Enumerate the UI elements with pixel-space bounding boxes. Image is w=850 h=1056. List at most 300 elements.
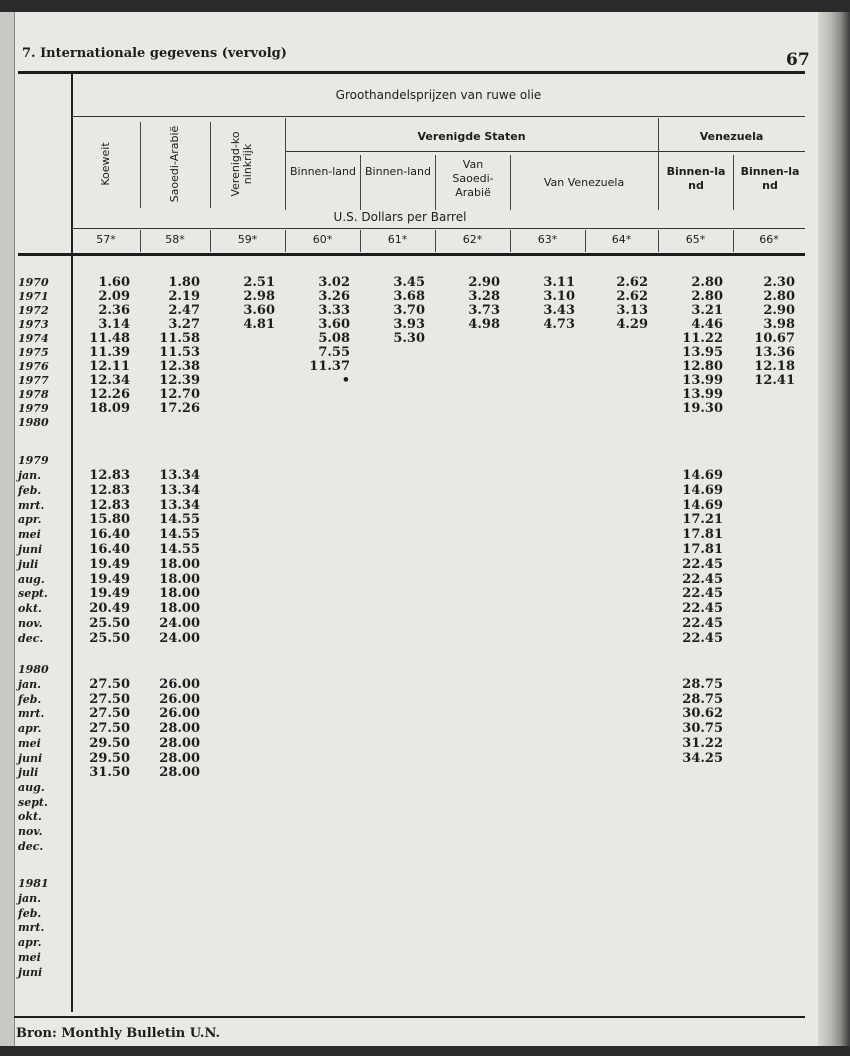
table-cell xyxy=(285,587,360,602)
table-row xyxy=(72,766,805,781)
table-cell: 18.00 xyxy=(159,571,200,587)
table-cell: 7.55 xyxy=(318,345,350,360)
table-cell xyxy=(360,722,435,737)
table-cell: 31.22 xyxy=(682,735,723,751)
col-divider xyxy=(658,230,659,252)
unit-rule xyxy=(72,228,805,229)
table-cell xyxy=(585,573,658,588)
table-row xyxy=(72,693,805,708)
table-cell: 29.50 xyxy=(89,750,130,766)
column-number: 60* xyxy=(312,233,333,246)
table-row xyxy=(72,499,805,514)
table-row xyxy=(72,304,805,318)
table-row xyxy=(72,388,805,402)
table-cell xyxy=(658,766,733,781)
table-cell xyxy=(210,632,285,647)
table-row xyxy=(72,707,805,722)
col-header-62: Van Saoedi-Arabië xyxy=(452,158,494,199)
row-label: 1970 xyxy=(18,276,49,289)
table-cell: 18.00 xyxy=(159,556,200,572)
table-cell xyxy=(510,346,585,360)
table-cell xyxy=(510,707,585,722)
table-cell: 11.37 xyxy=(309,359,350,374)
row-label: mei xyxy=(18,736,41,750)
table-cell: 13.34 xyxy=(159,468,200,483)
table-cell xyxy=(210,484,285,499)
table-cell: 3.45 xyxy=(393,275,425,290)
table-cell xyxy=(435,722,510,737)
row-label: nov. xyxy=(18,617,43,630)
table-cell xyxy=(285,766,360,781)
row-label: feb. xyxy=(18,692,42,706)
table-cell: 30.75 xyxy=(682,721,723,737)
table-cell xyxy=(585,346,658,360)
table-cell xyxy=(210,707,285,722)
table-cell: 18.09 xyxy=(89,401,130,416)
table-cell: 3.60 xyxy=(243,303,275,318)
table-row xyxy=(72,573,805,588)
table-cell xyxy=(210,752,285,767)
row-label: mrt. xyxy=(18,498,45,512)
table-cell xyxy=(510,678,585,693)
table-cell: 28.00 xyxy=(159,721,200,737)
table-cell: 26.00 xyxy=(159,706,200,722)
table-cell xyxy=(210,602,285,617)
row-label: 1975 xyxy=(18,346,49,359)
col-divider xyxy=(285,118,286,210)
group-rule xyxy=(285,151,805,152)
table-cell xyxy=(585,678,658,693)
table-cell xyxy=(210,374,285,388)
table-cell xyxy=(510,693,585,708)
table-cell xyxy=(435,707,510,722)
table-cell xyxy=(210,766,285,781)
book-spine-edge xyxy=(818,12,850,1046)
column-number: 61* xyxy=(387,233,408,246)
table-cell xyxy=(210,499,285,514)
table-cell: 22.45 xyxy=(682,601,723,617)
table-cell xyxy=(733,602,805,617)
table-cell xyxy=(435,617,510,632)
table-cell xyxy=(435,499,510,514)
table-cell: 24.00 xyxy=(159,616,200,631)
table-cell: 11.22 xyxy=(682,331,723,346)
table-cell xyxy=(435,766,510,781)
table-cell: 10.67 xyxy=(754,331,795,346)
table-cell: 2.90 xyxy=(468,275,500,290)
top-rule xyxy=(18,71,805,74)
table-cell xyxy=(360,737,435,752)
table-cell xyxy=(285,632,360,647)
table-cell xyxy=(733,528,805,543)
row-label: feb. xyxy=(18,906,42,920)
table-cell xyxy=(210,737,285,752)
table-cell: 3.70 xyxy=(393,303,425,318)
table-cell: 20.49 xyxy=(89,601,130,617)
table-cell xyxy=(435,558,510,573)
table-cell: 11.53 xyxy=(159,345,200,360)
table-cell xyxy=(435,528,510,543)
table-cell xyxy=(285,617,360,632)
row-label: dec. xyxy=(18,631,44,645)
table-row xyxy=(72,602,805,617)
table-cell xyxy=(733,558,805,573)
table-cell: 19.49 xyxy=(89,556,130,572)
table-cell: 12.38 xyxy=(159,359,200,374)
table-cell xyxy=(733,573,805,588)
column-number: 57* xyxy=(96,233,116,246)
table-cell: 28.75 xyxy=(682,691,723,707)
table-cell xyxy=(360,388,435,402)
table-cell: 2.36 xyxy=(98,303,130,318)
table-cell xyxy=(733,722,805,737)
table-cell xyxy=(210,617,285,632)
page-number: 67 xyxy=(786,50,810,70)
table-cell xyxy=(510,558,585,573)
table-cell: 30.62 xyxy=(682,706,723,722)
table-cell: 3.68 xyxy=(393,289,425,304)
table-cell: 2.47 xyxy=(168,303,200,318)
col-divider xyxy=(435,230,436,252)
table-cell xyxy=(210,513,285,528)
table-cell xyxy=(733,388,805,402)
heading-rule xyxy=(72,116,805,117)
col-header-verenigd-koninkrijk: Verenigd-koninkrijk xyxy=(229,131,254,197)
row-label: juli xyxy=(18,766,39,780)
table-cell xyxy=(360,528,435,543)
table-cell xyxy=(210,469,285,484)
table-cell: 19.49 xyxy=(89,571,130,587)
row-label: 1972 xyxy=(18,304,49,317)
table-cell xyxy=(285,484,360,499)
table-cell: 27.50 xyxy=(89,721,130,737)
col-header-61: Binnen-land xyxy=(365,165,432,178)
table-cell: 31.50 xyxy=(89,765,130,781)
table-cell xyxy=(585,632,658,647)
table-cell xyxy=(360,752,435,767)
table-cell: 18.00 xyxy=(159,601,200,617)
col-header-65: Binnen-land xyxy=(666,165,726,192)
table-cell xyxy=(360,602,435,617)
table-cell: 4.73 xyxy=(543,317,575,332)
table-cell xyxy=(360,402,435,416)
row-label: dec. xyxy=(18,839,44,853)
table-cell xyxy=(210,558,285,573)
col-divider xyxy=(435,155,436,210)
col-divider xyxy=(658,118,659,210)
table-cell xyxy=(285,558,360,573)
table-cell: 2.51 xyxy=(243,275,275,290)
table-cell xyxy=(585,388,658,402)
table-cell xyxy=(435,513,510,528)
table-cell: 4.29 xyxy=(616,317,648,332)
table-row xyxy=(72,558,805,573)
table-cell: 16.40 xyxy=(89,542,130,557)
table-cell: 2.09 xyxy=(98,289,130,304)
table-cell xyxy=(510,484,585,499)
table-cell: 12.83 xyxy=(89,482,130,498)
table-cell xyxy=(210,573,285,588)
table-row xyxy=(72,737,805,752)
table-cell xyxy=(510,617,585,632)
table-cell xyxy=(733,499,805,514)
scan-top-edge xyxy=(0,0,850,12)
table-cell: 17.81 xyxy=(682,542,723,557)
table-cell: 18.00 xyxy=(159,586,200,602)
table-cell xyxy=(585,360,658,374)
table-cell: 3.10 xyxy=(543,289,575,304)
table-cell xyxy=(435,360,510,374)
table-cell: 25.50 xyxy=(89,616,130,631)
table-cell: 16.40 xyxy=(89,527,130,543)
table-row xyxy=(72,513,805,528)
table-cell xyxy=(285,752,360,767)
table-cell: 13.34 xyxy=(159,482,200,498)
table-cell: 19.49 xyxy=(89,586,130,602)
col-divider xyxy=(510,230,511,252)
row-label: jan. xyxy=(18,678,41,691)
table-cell: 2.80 xyxy=(691,289,723,304)
table-cell xyxy=(360,513,435,528)
table-cell xyxy=(360,469,435,484)
table-cell: 2.62 xyxy=(616,275,648,290)
table-cell xyxy=(435,602,510,617)
row-label: mrt. xyxy=(18,707,45,721)
table-cell: 17.21 xyxy=(682,512,723,528)
table-cell xyxy=(360,617,435,632)
table-cell xyxy=(435,587,510,602)
table-cell: 2.98 xyxy=(243,289,275,304)
table-cell xyxy=(435,737,510,752)
table-cell xyxy=(435,573,510,588)
table-cell xyxy=(585,587,658,602)
facing-page-edge xyxy=(0,12,15,1046)
table-cell: 27.50 xyxy=(89,691,130,707)
col-divider xyxy=(585,230,586,252)
table-cell: 19.30 xyxy=(682,401,723,416)
col-divider xyxy=(285,230,286,252)
table-cell xyxy=(733,402,805,416)
table-cell: 5.30 xyxy=(393,331,425,346)
table-cell: 11.48 xyxy=(89,331,130,346)
table-cell: 3.73 xyxy=(468,303,500,318)
table-cell xyxy=(210,388,285,402)
table-cell xyxy=(360,707,435,722)
table-cell xyxy=(733,543,805,558)
table-cell xyxy=(435,374,510,388)
table-row xyxy=(72,402,805,416)
column-number: 62* xyxy=(462,233,483,246)
table-cell: 28.00 xyxy=(159,765,200,781)
table-cell: 12.11 xyxy=(89,359,130,374)
table-row xyxy=(72,632,805,647)
table-cell xyxy=(733,469,805,484)
table-row xyxy=(72,484,805,499)
table-cell xyxy=(285,388,360,402)
table-row xyxy=(72,346,805,360)
scan-bottom-edge xyxy=(0,1046,850,1056)
row-label: sept. xyxy=(18,587,48,601)
table-cell xyxy=(360,484,435,499)
table-cell xyxy=(360,632,435,647)
table-cell xyxy=(285,499,360,514)
table-cell: 3.26 xyxy=(318,289,350,304)
table-cell xyxy=(435,388,510,402)
table-cell: 2.19 xyxy=(168,289,200,304)
table-cell xyxy=(510,402,585,416)
table-cell xyxy=(510,587,585,602)
row-label: juni xyxy=(18,965,43,979)
table-cell: 29.50 xyxy=(89,735,130,751)
table-cell xyxy=(360,766,435,781)
table-cell: 15.80 xyxy=(89,512,130,528)
table-cell xyxy=(210,402,285,416)
col-header-koeweit: Koeweit xyxy=(99,142,112,186)
row-label: aug. xyxy=(18,780,45,794)
row-label: juni xyxy=(18,543,43,556)
column-number: 59* xyxy=(237,233,258,246)
table-row xyxy=(72,318,805,332)
table-cell: 22.45 xyxy=(682,556,723,572)
table-cell xyxy=(585,617,658,632)
col-divider xyxy=(360,155,361,210)
table-cell xyxy=(285,469,360,484)
table-cell: 14.69 xyxy=(682,468,723,483)
table-cell: 2.62 xyxy=(616,289,648,304)
table-cell xyxy=(435,632,510,647)
table-cell xyxy=(510,573,585,588)
table-cell: 12.83 xyxy=(89,497,130,513)
table-cell xyxy=(585,737,658,752)
table-cell xyxy=(733,737,805,752)
table-cell xyxy=(360,499,435,514)
row-label: aug. xyxy=(18,572,45,586)
table-cell: 3.27 xyxy=(168,317,200,332)
col-divider xyxy=(140,122,141,208)
table-cell xyxy=(210,693,285,708)
table-cell xyxy=(210,678,285,693)
table-cell xyxy=(733,587,805,602)
group-venezuela: Venezuela xyxy=(699,130,764,143)
table-cell: 27.50 xyxy=(89,677,130,692)
table-cell xyxy=(360,693,435,708)
col-header-60: Binnen-land xyxy=(290,165,357,178)
table-cell: 13.34 xyxy=(159,497,200,513)
table-cell: 3.28 xyxy=(468,289,500,304)
table-cell: 12.41 xyxy=(754,373,795,388)
table-cell: 2.30 xyxy=(763,275,795,290)
table-cell xyxy=(733,513,805,528)
table-cell: 22.45 xyxy=(682,616,723,631)
table-cell xyxy=(585,332,658,346)
table-row xyxy=(72,528,805,543)
table-cell: 12.39 xyxy=(159,373,200,388)
table-cell: 4.46 xyxy=(691,317,723,332)
row-label: 1979 xyxy=(18,454,49,468)
table-cell: 3.43 xyxy=(543,303,575,318)
row-label: mei xyxy=(18,528,41,542)
table-cell: 27.50 xyxy=(89,706,130,722)
table-cell xyxy=(285,573,360,588)
col-divider xyxy=(210,230,211,252)
table-row xyxy=(72,276,805,290)
table-cell: 3.21 xyxy=(691,303,723,318)
section-title: 7. Internationale gegevens (vervolg) xyxy=(22,46,287,61)
table-cell: 1.80 xyxy=(168,275,200,290)
table-cell xyxy=(733,752,805,767)
table-cell xyxy=(435,469,510,484)
table-cell xyxy=(733,632,805,647)
table-cell xyxy=(585,707,658,722)
row-label: 1978 xyxy=(18,388,49,401)
table-cell xyxy=(360,360,435,374)
table-cell: 12.18 xyxy=(754,359,795,374)
table-cell xyxy=(510,388,585,402)
table-cell xyxy=(510,332,585,346)
col-header-63-64: Van Venezuela xyxy=(543,176,625,189)
table-cell: 17.81 xyxy=(682,527,723,543)
row-label: jan. xyxy=(18,892,41,905)
table-row xyxy=(72,290,805,304)
table-cell xyxy=(510,766,585,781)
table-cell xyxy=(210,528,285,543)
table-cell xyxy=(360,678,435,693)
table-cell: 3.60 xyxy=(318,317,350,332)
table-cell xyxy=(585,484,658,499)
table-cell: 4.81 xyxy=(243,317,275,332)
row-label: 1973 xyxy=(18,318,49,331)
table-row xyxy=(72,587,805,602)
table-row xyxy=(72,617,805,632)
table-cell xyxy=(585,766,658,781)
row-label: mei xyxy=(18,950,41,964)
table-cell: 26.00 xyxy=(159,691,200,707)
table-cell: 22.45 xyxy=(682,571,723,587)
table-cell: 1.60 xyxy=(98,275,130,290)
table-cell xyxy=(585,402,658,416)
row-label: juli xyxy=(18,557,39,571)
table-cell: 4.98 xyxy=(468,317,500,332)
table-cell: 14.69 xyxy=(682,482,723,498)
table-cell: 34.25 xyxy=(682,750,723,766)
table-cell xyxy=(285,513,360,528)
col-divider xyxy=(733,230,734,252)
table-row xyxy=(72,469,805,484)
table-cell xyxy=(435,346,510,360)
table-cell xyxy=(210,332,285,346)
table-row xyxy=(72,722,805,737)
table-cell xyxy=(585,693,658,708)
table-cell: 11.58 xyxy=(159,331,200,346)
table-row xyxy=(72,752,805,767)
table-cell xyxy=(510,499,585,514)
table-cell xyxy=(733,707,805,722)
table-cell xyxy=(210,543,285,558)
table-cell xyxy=(510,374,585,388)
table-cell: 26.00 xyxy=(159,677,200,692)
row-label: 1971 xyxy=(18,290,49,303)
source-note: Bron: Monthly Bulletin U.N. xyxy=(16,1026,221,1041)
table-cell xyxy=(285,602,360,617)
table-cell xyxy=(210,722,285,737)
table-cell xyxy=(585,469,658,484)
table-cell xyxy=(510,737,585,752)
table-cell xyxy=(435,752,510,767)
table-cell xyxy=(733,766,805,781)
column-number: 65* xyxy=(685,233,706,246)
table-cell: 5.08 xyxy=(318,331,350,346)
unit-label: U.S. Dollars per Barrel xyxy=(333,210,467,224)
